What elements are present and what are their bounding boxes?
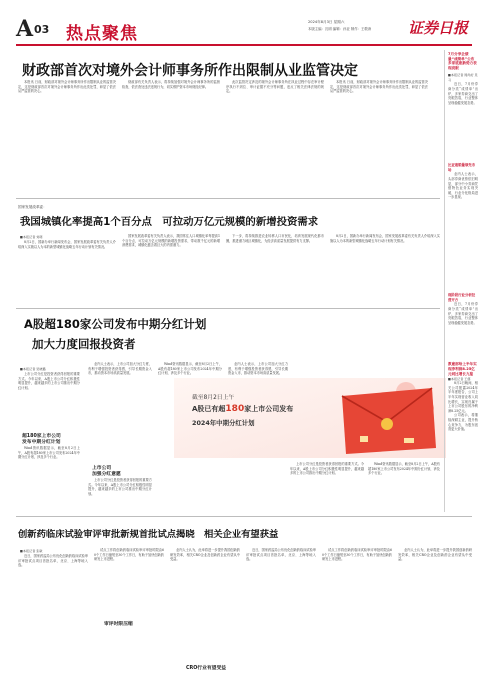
drug-paragraph: 试点工作将创新药临床试验审评审批时限由60个工作日缩短至30个工作日，有助于加快创新药研发上市进程。: [322, 548, 392, 562]
header-rule: [16, 44, 472, 46]
graphic-line2-post: 家上市公司发布: [244, 405, 294, 413]
sidebar-body: [448, 82, 478, 162]
drug-paragraph: 试点工作将创新药临床试验审评审批时限由60个工作日缩短至30个工作日，有助于加快创新药研发上市进程。: [94, 548, 164, 562]
urban-body-col2: [122, 234, 220, 298]
lead-body-col2: [122, 80, 220, 144]
sidebar-paragraph: 近日，7月份券商分类“成绩单”出炉，多家券商交出了亮眼答卷，行业整体呈现稳健发展态势。: [448, 302, 478, 325]
dividend-paragraph: Wind资讯数据显示，截至8月2日上午，A股有超180家上市公司发布2024年中期分红计划，涉及多个行业。: [18, 446, 80, 460]
sidebar-body-3: [448, 302, 478, 362]
urban-paragraph: 下一步，将持续推进农业转移人口市民化，培育发展现代化都市圈，推进潜力地区城镇化，为经济高质量发展提供有力支撑。: [226, 234, 324, 243]
sidebar-paragraph: 近日，7月份券商分类“成绩单”出炉，多家券商交出了亮眼答卷，行业整体呈现稳健发展态势。: [448, 82, 478, 105]
page-number: 03: [34, 23, 50, 36]
lead-body-col3: [226, 80, 324, 144]
dividend-headline-line2: 加大力度回报投资者: [32, 337, 136, 351]
section-title: 热点聚焦: [66, 24, 138, 44]
sidebar: [448, 52, 478, 512]
urban-body-col3: [226, 234, 324, 298]
lead-paragraph: 本报讯 日前，财政部对境外会计师事务所作出限制从业的监管决定，这是财政部首次对境外会计师事务所作出此类处罚，彰显了依法从严监管的决心。: [330, 80, 428, 94]
urban-body-col4: [330, 234, 440, 298]
brand-logo: 证券日报: [408, 19, 469, 37]
sidebar-headline: 7月分享企债量“成绩单”公布 多家底座新势力表现亮眼: [448, 52, 478, 70]
dividend-body-col5: [290, 462, 364, 508]
date-line: 2024年8月3日 星期六: [308, 20, 345, 24]
lead-headline: 财政部首次对境外会计师事务所作出限制从业监管决定: [22, 63, 358, 79]
dividend-subhead: 加强分红意愿: [92, 472, 121, 477]
drug-body-col6: [398, 548, 472, 690]
dividend-subhead: 上市公司: [92, 466, 112, 471]
graphic-line1: 截至8月2日上午: [192, 395, 235, 401]
divider: [16, 516, 472, 517]
sidebar-subhead: 比亚迪销量领先市场: [448, 163, 476, 173]
dividend-paragraph: 上市公司分红是投资者获得回报的重要方式。今年以来，A股上市公司分红积极性明显提升，越来越多的上市公司推出中期分红计划。: [18, 372, 80, 390]
sidebar-bottom-byline: ■本报记者 王僖: [448, 377, 471, 382]
divider: [16, 308, 440, 309]
drug-subhead: CRO行业有望受益: [186, 666, 227, 671]
urban-paragraph: 8月2日，国新办举行新闻发布会，国家发展改革委有关负责人介绍深入实施以人为本的新型城镇化战略五年行动计划有关情况。: [18, 240, 116, 249]
dividend-body-col1b: [18, 446, 80, 508]
editors-line: 本版主编：沈明 编辑：孙亚 制作：王敬涛: [308, 27, 372, 31]
urban-body: [18, 240, 116, 298]
drug-paragraph: 近日，国家药监局公布优化创新药临床试验审评审批试点项目首批名单，北京、上海等地入选。: [18, 554, 88, 568]
dividend-paragraph: 上市公司分红是投资者获得回报的重要方式。今年以来，A股上市公司分红积极性明显提升，越来越多的上市公司推出中期分红计划。: [290, 462, 364, 476]
dividend-paragraph: Wind资讯数据显示，截至8月2日上午，A股有超180家上市公司发布2024年中期分红计划，涉及多个行业。: [368, 462, 440, 476]
dividend-paragraph: Wind资讯数据显示，截至8月2日上午，A股有超180家上市公司发布2024年中期分红计划，涉及多个行业。: [158, 362, 222, 376]
drug-body-col5: [322, 548, 392, 690]
drug-body-col2: [94, 548, 164, 690]
sidebar-paragraph: 公司表示，将继续深耕主业，提升核心竞争力，为股东创造更大价值。: [448, 413, 478, 432]
page-header: [16, 14, 472, 42]
dividend-byline: ■本报记者 吴晓璐: [20, 367, 46, 371]
lead-paragraph: 财政部有关负责人表示，将持续加强对境外会计师事务所的监督检查，依法查处违法违规行为，切实维护资本市场财经纪律。: [122, 80, 220, 89]
drug-headline: 创新药临床试验审评审批新规首批试点揭晓 相关企业有望获益: [18, 529, 279, 540]
dividend-subhead: 发布中期分红计划: [22, 440, 61, 445]
graphic-line2-pre: A股已有超: [192, 405, 226, 413]
sidebar-paragraph: 8月2日晚间，相关公司披露2024年半年度报告，公司上半年实现营业收入同比增长，实现归属于上市公司股东的净利润8.25亿元。: [448, 381, 478, 413]
dividend-headline-line1: A股超180家公司发布中期分红计划: [24, 317, 207, 331]
urban-byline: ■本报记者 刘萌: [20, 235, 43, 239]
dividend-graphic: [174, 378, 446, 458]
sidebar-bottom-body: [448, 381, 478, 471]
sidebar-bottom-headline: 教雇部给上半年实现净利润8.25亿元同比增长九鉴: [448, 362, 477, 376]
dividend-paragraph: 上市公司分红是投资者获得回报的重要方式。今年以来，A股上市公司分红积极性明显提升，越来越多的上市公司推出中期分红计划。: [88, 478, 152, 496]
sidebar-body-2: [448, 172, 478, 292]
dividend-paragraph: 业内人士表示，上市公司加大分红力度，有利于增强投资者获得感，引导长期资金入市，推动资本市场高质量发展。: [228, 362, 288, 376]
sidebar-subhead: 现阶段行业分析经营开方: [448, 293, 476, 303]
urban-paragraph: 8月2日，国新办举行新闻发布会，国家发展改革委有关负责人介绍深入实施以人为本的新型城镇化战略五年行动计划有关情况。: [330, 234, 440, 243]
lead-paragraph: 此次监管决定涉及的境外会计师事务所在执业过程中存在审计程序执行不到位、审计证据不充分等问题，违反了相关法律法规的规定。: [226, 80, 324, 94]
dividend-paragraph: 业内人士表示，上市公司加大分红力度，有利于增强投资者获得感，引导长期资金入市，推动资本市场高质量发展。: [88, 362, 152, 376]
divider: [16, 198, 440, 199]
sidebar-divider: [444, 50, 445, 512]
lead-body-col4: [330, 80, 428, 144]
drug-byline: ■本报记者 张敏: [20, 549, 43, 553]
urban-paragraph: 国家发展改革委有关负责人表示，我国常住人口城镇化率每提高1个百分点，可拉动万亿元规模的新增投资需求，带动数千亿元的新增消费需求，城镇化蕴含着巨大的内需潜力。: [122, 234, 220, 248]
drug-paragraph: 业内人士认为，此举将进一步提升我国创新药研发效率，相关CRO企业及创新药企业有望从中受益。: [398, 548, 472, 562]
drug-subhead: 审评时限压缩: [104, 622, 133, 627]
drug-body: [18, 554, 88, 690]
drug-body-col3: [170, 548, 240, 658]
graphic-line2: [192, 404, 293, 414]
dividend-body-col2b: [88, 478, 152, 508]
graphic-line3: 2024年中期分红计划: [192, 419, 255, 427]
dividend-body-col2: [88, 362, 152, 456]
urban-headline: 我国城镇化率提高1个百分点 可拉动万亿元规模的新增投资需求: [20, 216, 319, 228]
dividend-body-col6: [368, 462, 440, 508]
sidebar-byline: ■本报记者 周尚好 见 习: [448, 73, 478, 83]
dividend-subhead: 超180家上市公司: [22, 434, 61, 439]
dividend-body: [18, 372, 80, 430]
graphic-count: 180: [225, 404, 245, 414]
lead-paragraph: 本报讯 日前，财政部对境外会计师事务所作出限制从业的监管决定，这是财政部首次对境外会计师事务所作出此类处罚，彰显了依法从严监管的决心。: [18, 80, 116, 94]
lead-body: [18, 80, 116, 144]
drug-paragraph: 业内人士认为，此举将进一步提升我国创新药研发效率，相关CRO企业及创新药企业有望从中受益。: [170, 548, 240, 562]
urban-kicker: 国家发展改革委：: [18, 205, 47, 209]
drug-paragraph: 近日，国家药监局公布优化创新药临床试验审评审批试点项目首批名单，北京、上海等地入选。: [246, 548, 316, 562]
drug-body-col4: [246, 548, 316, 690]
sidebar-paragraph: 业内人士表示，头部券商优势依旧明显，部分中小券商凭借特色业务实现突破，行业分化格局进一步显现。: [448, 172, 478, 200]
section-letter: A: [16, 16, 34, 42]
